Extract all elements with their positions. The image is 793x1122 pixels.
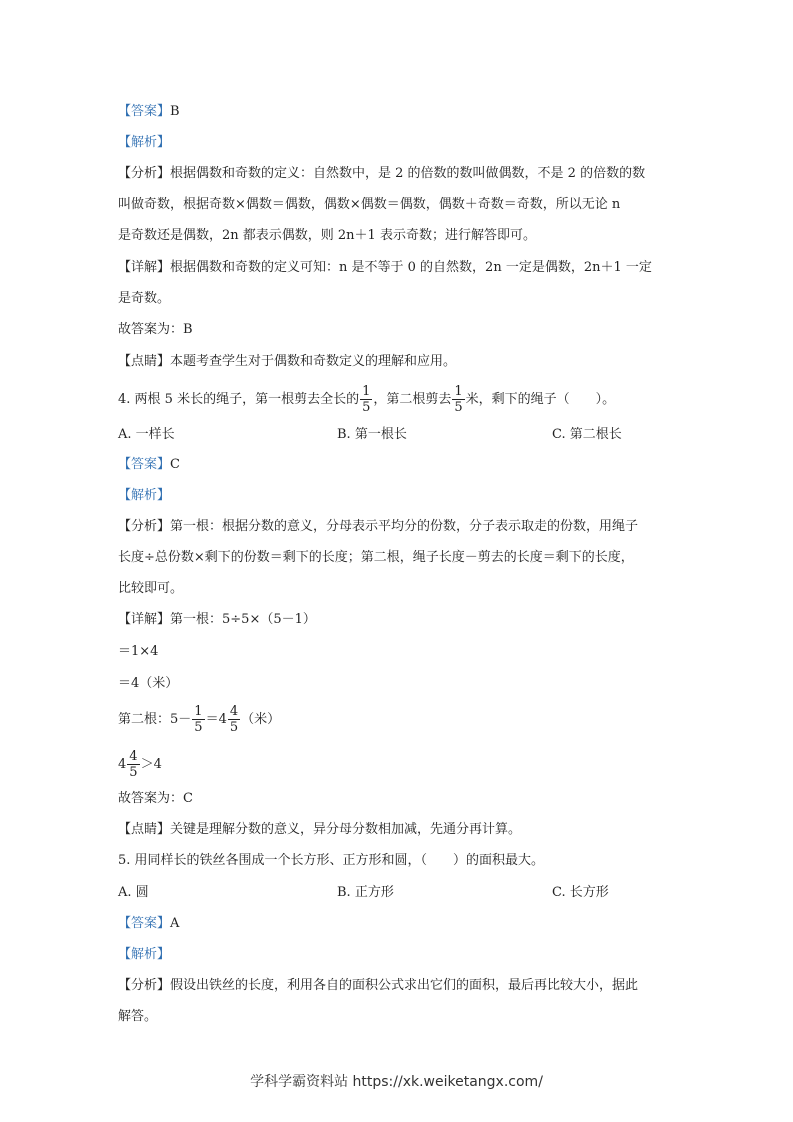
dianjing-tag: 【点睛】 bbox=[118, 354, 171, 369]
answer-value: B bbox=[170, 104, 180, 119]
fraction: $\frac{4}{5}$ bbox=[229, 704, 239, 735]
q4-option-c: C. 第二根长 bbox=[552, 427, 622, 442]
q5-answer-line bbox=[118, 915, 179, 933]
xiangjie-tag: 【详解】 bbox=[118, 260, 171, 275]
xiangjie-tag: 【详解】 bbox=[118, 612, 171, 627]
q3-fenxi-line-2: 叫做奇数，根据奇数×偶数＝偶数，偶数×偶数＝偶数，偶数＋奇数＝奇数，所以无论 n bbox=[118, 197, 621, 212]
q4-fenxi-line-3: 比较即可。 bbox=[118, 581, 184, 596]
q5-fenxi-line-2: 解答。 bbox=[118, 1009, 158, 1024]
q4-option-a: A. 一样长 bbox=[118, 427, 175, 442]
q4-final-answer: 故答案为：C bbox=[118, 791, 193, 806]
q4-answer-line bbox=[118, 456, 180, 474]
fenxi-tag: 【分析】 bbox=[118, 978, 171, 993]
fenxi-tag: 【分析】 bbox=[118, 166, 171, 181]
fraction: $\frac{1}{5}$ bbox=[194, 704, 203, 735]
q5-analysis-heading: 【解析】 bbox=[118, 947, 171, 962]
answer-value: A bbox=[170, 916, 180, 931]
answer-tag: 【答案】 bbox=[118, 916, 171, 931]
q4-analysis-heading: 【解析】 bbox=[118, 488, 171, 503]
q3-analysis-heading: 【解析】 bbox=[118, 135, 171, 150]
q3-final-answer: 故答案为：B bbox=[118, 322, 193, 337]
q3-dianjing-line: 【点睛】本题考查学生对于偶数和奇数定义的理解和应用。 bbox=[118, 354, 457, 369]
q5-option-b: B. 正方形 bbox=[337, 885, 394, 900]
q5-option-c: C. 长方形 bbox=[552, 885, 609, 900]
q4-stem: 4. 两根 5 米长的绳子，第一根剪去全长的 $\frac{1}{5}$ ，第二根剪去 $\frac{1}{5}$ 米，剩下的绳子（ ）。 bbox=[118, 384, 616, 415]
q5-stem: 5. 用同样长的铁丝各围成一个长方形、正方形和圆，（ ）的面积最大。 bbox=[118, 853, 545, 868]
q4-option-b: B. 第一根长 bbox=[337, 427, 407, 442]
fraction: $\frac{4}{5}$ bbox=[129, 749, 138, 780]
q4-fenxi-line-1: 【分析】第一根：根据分数的意义，分母表示平均分的份数，分子表示取走的份数，用绳子 bbox=[118, 519, 639, 534]
q4-fenxi-line-2: 长度÷总份数×剩下的份数＝剩下的长度；第二根，绳子长度－剪去的长度＝剩下的长度， bbox=[118, 550, 634, 565]
q4-step-3: ＝4（米） bbox=[118, 676, 179, 691]
answer-tag: 【答案】 bbox=[118, 457, 171, 472]
dianjing-tag: 【点睛】 bbox=[118, 822, 171, 837]
q4-dianjing-line: 【点睛】关键是理解分数的意义，异分母分数相加减，先通分再计算。 bbox=[118, 822, 522, 837]
q3-fenxi-line-3: 是奇数还是偶数，2n 都表示偶数，则 2n＋1 表示奇数；进行解答即可。 bbox=[118, 228, 536, 243]
q5-option-a: A. 圆 bbox=[118, 885, 149, 900]
fenxi-tag: 【分析】 bbox=[118, 519, 171, 534]
q4-step-2: ＝1×4 bbox=[118, 644, 159, 659]
q4-second-rope-line: 第二根：5－ $\frac{1}{5}$ ＝4 $\frac{4}{5}$ （米） bbox=[118, 704, 281, 735]
q5-fenxi-line-1: 【分析】假设出铁丝的长度，利用各自的面积公式求出它们的面积，最后再比较大小，据此 bbox=[118, 978, 639, 993]
q4-comparison-line: 4 $\frac{4}{5}$ ＞4 bbox=[118, 749, 162, 780]
q3-xiangjie-line-1: 【详解】根据偶数和奇数的定义可知：n 是不等于 0 的自然数，2n 一定是偶数，2n＋1 一定 bbox=[118, 260, 652, 275]
answer-value: C bbox=[170, 457, 180, 472]
q4-xiangjie-line-1: 【详解】第一根：5÷5×（5－1） bbox=[118, 612, 316, 627]
fraction: $\frac{1}{5}$ bbox=[454, 384, 463, 415]
q3-xiangjie-line-2: 是奇数。 bbox=[118, 291, 171, 306]
q3-answer-line bbox=[118, 103, 180, 121]
answer-tag: 【答案】 bbox=[118, 104, 171, 119]
page-footer-watermark: 学科学霸资料站 https://xk.weiketangx.com/ bbox=[250, 1074, 543, 1090]
q3-fenxi-line-1: 【分析】根据偶数和奇数的定义：自然数中，是 2 的倍数的数叫做偶数，不是 2 的倍数的数 bbox=[118, 166, 646, 181]
fraction: $\frac{1}{5}$ bbox=[362, 384, 371, 415]
